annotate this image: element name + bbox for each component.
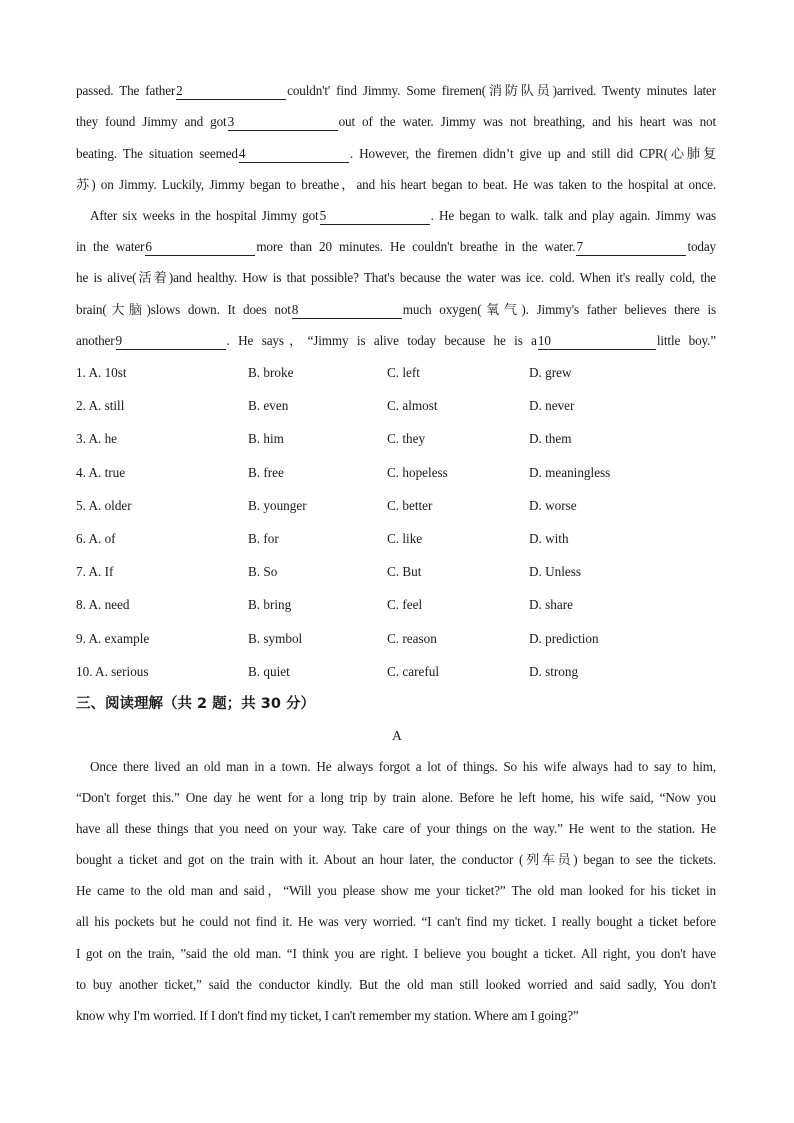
option-a[interactable]: 7. A. If [76, 564, 114, 579]
option-b[interactable]: B. younger [248, 498, 307, 513]
cloze-text: today [687, 239, 716, 254]
cloze-text: couldn't' find Jimmy. Some firemen(消防队员)arrived. Twenty minutes later [287, 83, 716, 98]
option-a[interactable]: 8. A. need [76, 597, 130, 612]
question-row [76, 496, 716, 516]
cloze-text: little boy.” [656, 333, 716, 348]
option-a[interactable]: 4. A. true [76, 465, 126, 480]
cloze-text: After six weeks in the hospital Jimmy got [90, 208, 319, 223]
option-d[interactable]: D. prediction [529, 631, 599, 646]
option-b[interactable]: B. him [248, 431, 284, 446]
option-c[interactable]: C. careful [387, 664, 439, 679]
cloze-text: brain(大脑)slows down. It does not [76, 302, 291, 317]
question-row [76, 363, 716, 383]
question-row [76, 396, 716, 416]
passage-line: “Don't forget this.” One day he went for a long trip by train alone. Before he left home, his wife said, “Now you [76, 790, 716, 805]
option-d[interactable]: D. strong [529, 664, 579, 679]
cloze-line [76, 144, 716, 164]
question-row [76, 429, 716, 449]
passage-line: all his pockets but he could not find it. He was very worried. “I can't find my ticket. I really bought a ticket before [76, 914, 716, 929]
answer-blank-6: 6 [145, 239, 255, 256]
option-d[interactable]: D. Unless [529, 564, 582, 579]
option-d[interactable]: D. meaningless [529, 465, 611, 480]
cloze-line [76, 175, 716, 195]
option-b[interactable]: B. symbol [248, 631, 303, 646]
option-c[interactable]: C. feel [387, 597, 423, 612]
option-b[interactable]: B. free [248, 465, 284, 480]
option-a[interactable]: 9. A. example [76, 631, 150, 646]
cloze-text: much oxygen(氧气). Jimmy's father believes there is [402, 302, 717, 317]
cloze-line [76, 331, 716, 351]
section-heading: 三、阅读理解（共 2 题；共 30 分） [76, 696, 315, 712]
cloze-text: in the water [76, 239, 145, 254]
cloze-text: . He says，“Jimmy is alive today because he is a [226, 333, 537, 348]
question-row [76, 595, 716, 615]
answer-blank-4: 4 [239, 146, 349, 163]
option-c[interactable]: C. reason [387, 631, 437, 646]
option-c[interactable]: C. left [387, 365, 420, 380]
answer-blank-9: 9 [116, 333, 226, 350]
answer-blank-2: 2 [176, 83, 286, 100]
option-c[interactable]: C. almost [387, 398, 438, 413]
cloze-line [76, 268, 716, 288]
option-c[interactable]: C. hopeless [387, 465, 448, 480]
option-a[interactable]: 1. A. 10st [76, 365, 127, 380]
passage-line: I got on the train, ”said the old man. “I think you are right. I believe you bought a ticket. All right, you don't have [76, 946, 716, 961]
cloze-line [76, 300, 716, 320]
option-a[interactable]: 6. A. of [76, 531, 116, 546]
cloze-text: another [76, 333, 115, 348]
option-b[interactable]: B. So [248, 564, 278, 579]
option-b[interactable]: B. bring [248, 597, 292, 612]
option-d[interactable]: D. with [529, 531, 569, 546]
cloze-line [76, 237, 716, 257]
passage-label: A [392, 728, 402, 743]
option-a[interactable]: 2. A. still [76, 398, 125, 413]
option-b[interactable]: B. quiet [248, 664, 290, 679]
option-c[interactable]: C. like [387, 531, 423, 546]
cloze-text: . However, the firemen didn’t give up and still did CPR(心肺复 [349, 146, 716, 161]
answer-blank-5: 5 [320, 208, 430, 225]
option-b[interactable]: B. for [248, 531, 279, 546]
option-d[interactable]: D. grew [529, 365, 572, 380]
option-d[interactable]: D. them [529, 431, 572, 446]
cloze-text: more than 20 minutes. He couldn't breathe in the water. [256, 239, 576, 254]
option-a[interactable]: 5. A. older [76, 498, 132, 513]
option-c[interactable]: C. But [387, 564, 422, 579]
option-d[interactable]: D. share [529, 597, 573, 612]
question-row [76, 562, 716, 582]
question-row [76, 662, 716, 682]
answer-blank-10: 10 [538, 333, 656, 350]
cloze-text: passed. The father [76, 83, 176, 98]
question-row [76, 463, 716, 483]
option-c[interactable]: C. they [387, 431, 426, 446]
answer-blank-7: 7 [576, 239, 686, 256]
passage-line: bought a ticket and got on the train with it. About an hour later, the conductor (列车员) began to see the tickets. [76, 852, 716, 867]
question-row [76, 529, 716, 549]
passage-line: to buy another ticket,” said the conductor kindly. But the old man still looked worried and said sadly, You don't [76, 977, 716, 992]
option-d[interactable]: D. worse [529, 498, 577, 513]
question-row [76, 629, 716, 649]
cloze-text: 苏) on Jimmy. Luckily, Jimmy began to breathe，and his heart began to beat. He was taken to the hospital at once. [76, 177, 716, 192]
cloze-text: he is alive(活着)and healthy. How is that possible? That's because the water was ice. cold. When it's really cold, the [76, 270, 716, 285]
cloze-text: they found Jimmy and got [76, 114, 227, 129]
answer-blank-8: 8 [292, 302, 402, 319]
option-b[interactable]: B. broke [248, 365, 294, 380]
option-a[interactable]: 10. A. serious [76, 664, 149, 679]
option-b[interactable]: B. even [248, 398, 289, 413]
passage-line: He came to the old man and said，“Will you please show me your ticket?” The old man looked for his ticket in [76, 883, 716, 898]
cloze-line [90, 206, 716, 226]
passage-line: Once there lived an old man in a town. He always forgot a lot of things. So his wife always had to say to him, [90, 759, 716, 774]
cloze-text: out of the water. Jimmy was not breathing, and his heart was not [338, 114, 716, 129]
passage-line: know why I'm worried. If I don't find my ticket, I can't remember my station. Where am I going?” [76, 1008, 579, 1023]
cloze-text: . He began to walk. talk and play again. Jimmy was [430, 208, 716, 223]
cloze-line [76, 81, 716, 101]
cloze-text: beating. The situation seemed [76, 146, 238, 161]
passage-line: have all these things that you need on your way. Take care of your things on the way.” He went to the station. He [76, 821, 716, 836]
option-a[interactable]: 3. A. he [76, 431, 118, 446]
option-c[interactable]: C. better [387, 498, 433, 513]
option-d[interactable]: D. never [529, 398, 575, 413]
cloze-line [76, 112, 716, 132]
answer-blank-3: 3 [228, 114, 338, 131]
